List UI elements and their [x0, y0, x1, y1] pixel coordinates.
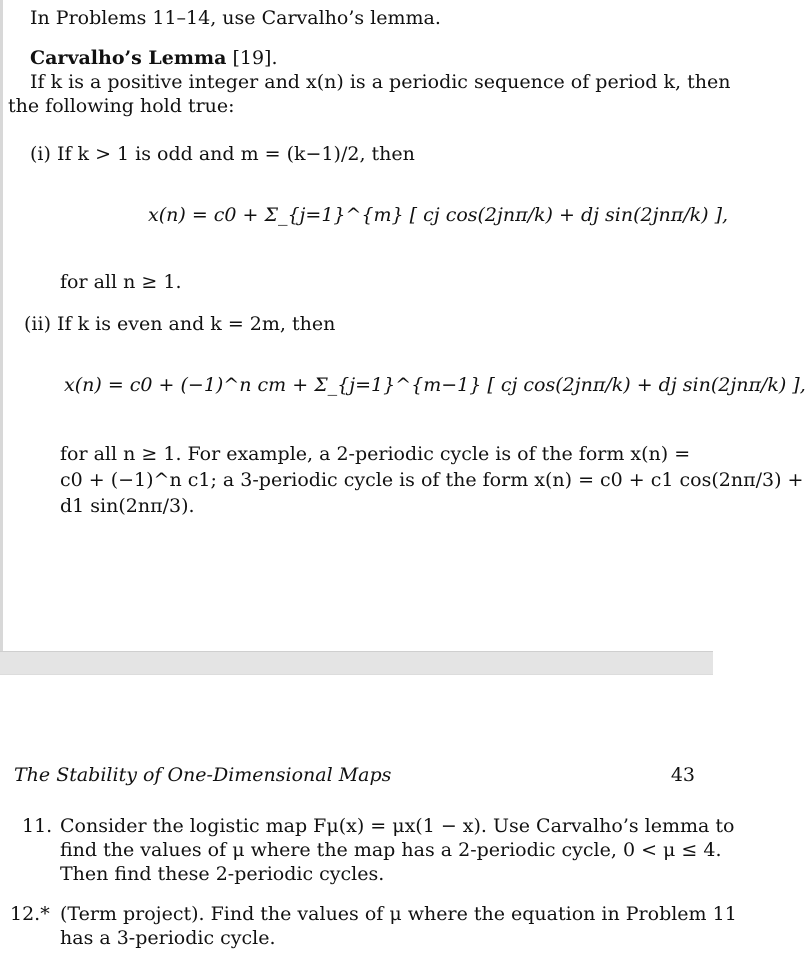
case-i-condition-text: If k > 1 is odd and m = (k−1)/2, then	[56, 143, 415, 165]
case-ii-tail-line3	[60, 494, 195, 518]
lemma-reference: [19].	[232, 47, 278, 69]
problem-line: find the values of μ where the map has a 2-periodic cycle, 0 < μ ≤ 4.	[60, 839, 722, 861]
case-ii-tail-line2-text: c0 + (−1)^n c1; a 3-periodic cycle is of the form x(n) = c0 + c1 cos(2nπ/3) +	[60, 469, 804, 491]
problem-11-line1	[60, 814, 734, 838]
page-edge	[0, 0, 3, 651]
problem-11-number	[22, 814, 52, 838]
problem-12-number	[10, 902, 50, 926]
problem-12-line1	[60, 902, 737, 926]
case-i-formula	[148, 190, 728, 240]
page-break-divider	[0, 651, 713, 675]
case-ii-tail-line1-text: for all n ≥ 1. For example, a 2-periodic cycle is of the form x(n) =	[60, 443, 691, 465]
case-ii-condition	[24, 312, 335, 336]
intro-sentence: In Problems 11–14, use Carvalho’s lemma.	[30, 7, 441, 29]
problem-11-line2	[60, 838, 722, 862]
case-i-tail	[60, 270, 181, 294]
problem-number: 12.*	[10, 903, 50, 925]
problem-11-line3	[60, 862, 384, 886]
case-ii-tail-line3-text: d1 sin(2nπ/3).	[60, 495, 195, 517]
problem-line: Consider the logistic map Fμ(x) = μx(1 − x). Use Carvalho’s lemma to	[60, 815, 735, 837]
case-ii-tail-line2	[60, 468, 803, 492]
case-ii-condition-text: If k is even and k = 2m, then	[57, 313, 336, 335]
problem-line: has a 3-periodic cycle.	[60, 927, 276, 949]
lemma-statement-line1	[30, 70, 730, 94]
case-ii-label: (ii)	[24, 313, 51, 335]
running-header-title: The Stability of One-Dimensional Maps	[14, 764, 392, 786]
case-i-formula-text: x(n) = c0 + Σ_{j=1}^{m} [ cj cos(2jnπ/k) + dj sin(2jnπ/k) ],	[148, 204, 729, 226]
case-i-condition	[30, 142, 415, 166]
lemma-statement-line2-text: the following hold true:	[8, 95, 235, 117]
page-number: 43	[670, 764, 695, 786]
intro-text	[30, 6, 441, 30]
problem-12-line2	[60, 926, 276, 950]
case-ii-formula-text: x(n) = c0 + (−1)^n cm + Σ_{j=1}^{m−1} [ cj cos(2jnπ/k) + dj sin(2jnπ/k) ],	[64, 374, 806, 396]
case-ii-tail-line1	[60, 442, 690, 466]
problem-line: Then find these 2-periodic cycles.	[60, 863, 385, 885]
lemma-heading	[30, 46, 278, 70]
problem-line: (Term project). Find the values of μ where the equation in Problem 11	[60, 903, 737, 925]
case-i-label: (i)	[30, 143, 51, 165]
case-ii-formula	[64, 360, 806, 410]
case-i-tail-text: for all n ≥ 1.	[60, 271, 182, 293]
lemma-statement-line2	[8, 94, 235, 118]
lemma-statement-line1-text: If k is a positive integer and x(n) is a periodic sequence of period k, then	[30, 71, 731, 93]
problem-number: 11.	[22, 815, 53, 837]
lemma-title: Carvalho’s Lemma	[30, 47, 227, 69]
